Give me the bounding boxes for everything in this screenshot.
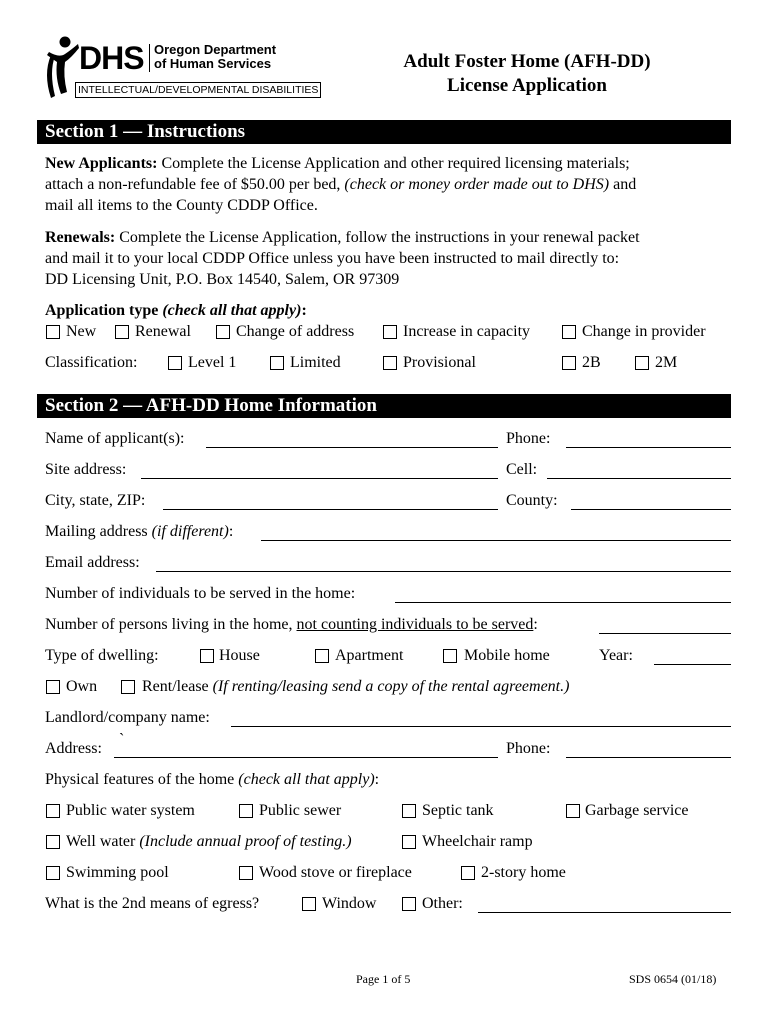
features-label xyxy=(45,771,379,789)
new-applicants-text1: Complete the License Application and other required licensing materials; xyxy=(157,155,630,172)
phone-label: Phone: xyxy=(506,430,551,447)
section1-heading: Section 1 — Instructions xyxy=(37,120,731,144)
label-window: Window xyxy=(322,895,377,912)
name-of-applicants-field[interactable] xyxy=(206,447,498,448)
dwelling-label: Type of dwelling: xyxy=(45,647,159,664)
new-applicants-line3: mail all items to the County CDDP Office. xyxy=(45,197,318,214)
label-septic-tank: Septic tank xyxy=(422,802,494,819)
city-state-zip-field[interactable] xyxy=(163,509,498,510)
checkbox-change-in-provider[interactable] xyxy=(562,325,576,339)
label-change-in-provider: Change in provider xyxy=(582,323,706,340)
new-applicants-text2c: and xyxy=(609,176,637,193)
renewals-label: Renewals: xyxy=(45,229,116,246)
label-renewal: Renewal xyxy=(135,323,191,340)
address-label: Address: xyxy=(45,740,102,757)
year-label: Year: xyxy=(599,647,633,664)
form-title-line1: Adult Foster Home (AFH-DD) xyxy=(403,51,651,72)
label-other: Other: xyxy=(422,895,463,912)
label-provisional: Provisional xyxy=(403,354,476,371)
checkbox-increase-in-capacity[interactable] xyxy=(383,325,397,339)
checkbox-wheelchair-ramp[interactable] xyxy=(402,835,416,849)
logo-banner-text: INTELLECTUAL/DEVELOPMENTAL DISABILITIES xyxy=(78,84,319,96)
classification-label: Classification: xyxy=(45,354,138,371)
mailing-address-field[interactable] xyxy=(261,540,731,541)
num-living-label xyxy=(45,616,538,634)
checkbox-2b[interactable] xyxy=(562,356,576,370)
logo-divider xyxy=(149,44,150,72)
checkbox-change-of-address[interactable] xyxy=(216,325,230,339)
checkbox-public-sewer[interactable] xyxy=(239,804,253,818)
num-served-label: Number of individuals to be served in the home: xyxy=(45,585,356,602)
page-number: Page 1 of 5 xyxy=(356,972,411,986)
label-new: New xyxy=(66,323,97,340)
name-of-applicants-label: Name of applicant(s): xyxy=(45,430,185,447)
dhs-logo xyxy=(45,36,325,102)
logo-dept-line2: of Human Services xyxy=(154,56,272,71)
form-title xyxy=(372,50,682,98)
form-title-line2: License Application xyxy=(447,75,607,96)
cell-label: Cell: xyxy=(506,461,538,478)
checkbox-2m[interactable] xyxy=(635,356,649,370)
num-served-field[interactable] xyxy=(395,602,731,603)
num-living-colon: : xyxy=(533,616,538,633)
year-field[interactable] xyxy=(654,664,731,665)
rent-label-text: Rent/lease xyxy=(142,678,213,695)
apptype-note: (check all that apply) xyxy=(162,302,302,319)
checkbox-renewal[interactable] xyxy=(115,325,129,339)
mailing-label-text: Mailing address xyxy=(45,523,152,540)
label-house: House xyxy=(219,647,260,664)
rent-note: (If renting/leasing send a copy of the rental agreement.) xyxy=(212,678,570,695)
checkbox-limited[interactable] xyxy=(270,356,284,370)
logo-dept-line1: Oregon Department xyxy=(154,42,277,57)
checkbox-garbage-service[interactable] xyxy=(566,804,580,818)
city-state-zip-label: City, state, ZIP: xyxy=(45,492,146,509)
landlord-phone-label: Phone: xyxy=(506,740,551,757)
address-field[interactable] xyxy=(114,757,498,758)
label-public-sewer: Public sewer xyxy=(259,802,342,819)
mailing-note: (if different) xyxy=(151,523,229,540)
features-label-text: Physical features of the home xyxy=(45,771,239,788)
section2-heading: Section 2 — AFH-DD Home Information xyxy=(37,394,731,418)
well-label-text: Well water xyxy=(66,833,140,850)
checkbox-apartment[interactable] xyxy=(315,649,329,663)
mailing-colon: : xyxy=(228,523,234,540)
email-address-field[interactable] xyxy=(156,571,731,572)
checkbox-2-story-home[interactable] xyxy=(461,866,475,880)
checkbox-mobile-home[interactable] xyxy=(443,649,457,663)
cell-field[interactable] xyxy=(547,478,731,479)
label-2-story-home: 2-story home xyxy=(481,864,566,881)
checkbox-swimming-pool[interactable] xyxy=(46,866,60,880)
new-applicants-line1 xyxy=(45,155,630,173)
label-well-water xyxy=(66,833,352,851)
landlord-label: Landlord/company name: xyxy=(45,709,210,726)
new-applicants-text2b: (check or money order made out to DHS) xyxy=(344,176,610,193)
new-applicants-text2a: attach a non-refundable fee of $50.00 per bed, xyxy=(45,176,345,193)
other-egress-field[interactable] xyxy=(478,912,731,913)
checkbox-public-water[interactable] xyxy=(46,804,60,818)
site-address-field[interactable] xyxy=(141,478,498,479)
checkbox-other[interactable] xyxy=(402,897,416,911)
site-address-label: Site address: xyxy=(45,461,127,478)
label-limited: Limited xyxy=(290,354,341,371)
county-field[interactable] xyxy=(571,509,731,510)
label-2b: 2B xyxy=(582,354,601,371)
label-wheelchair-ramp: Wheelchair ramp xyxy=(422,833,533,850)
label-own: Own xyxy=(66,678,98,695)
landlord-field[interactable] xyxy=(231,726,731,727)
checkbox-provisional[interactable] xyxy=(383,356,397,370)
apptype-colon: : xyxy=(301,302,307,319)
num-living-text-underlined: not counting individuals to be served xyxy=(296,616,534,633)
label-swimming-pool: Swimming pool xyxy=(66,864,169,881)
num-living-field[interactable] xyxy=(599,633,731,634)
application-type-label xyxy=(45,302,307,320)
checkbox-well-water[interactable] xyxy=(46,835,60,849)
checkbox-wood-stove[interactable] xyxy=(239,866,253,880)
checkbox-rent-lease[interactable] xyxy=(121,680,135,694)
address-stray-mark: ` xyxy=(119,731,125,748)
label-rent-lease xyxy=(142,678,569,696)
landlord-phone-field[interactable] xyxy=(566,757,731,758)
label-garbage-service: Garbage service xyxy=(585,802,689,819)
checkbox-new[interactable] xyxy=(46,325,60,339)
label-public-water: Public water system xyxy=(66,802,195,819)
label-increase-in-capacity: Increase in capacity xyxy=(403,323,531,340)
email-address-label: Email address: xyxy=(45,554,140,571)
new-applicants-label: New Applicants: xyxy=(45,155,158,172)
apptype-label-text: Application type xyxy=(45,302,163,319)
label-mobile-home: Mobile home xyxy=(464,647,550,664)
label-apartment: Apartment xyxy=(335,647,404,664)
checkbox-house[interactable] xyxy=(200,649,214,663)
checkbox-window[interactable] xyxy=(302,897,316,911)
logo-banner xyxy=(75,82,321,98)
logo-acronym: DHS xyxy=(79,40,144,76)
renewals-line3: DD Licensing Unit, P.O. Box 14540, Salem, OR 97309 xyxy=(45,271,400,288)
phone-field[interactable] xyxy=(566,447,731,448)
mailing-address-label xyxy=(45,523,233,541)
county-label: County: xyxy=(506,492,558,509)
label-wood-stove: Wood stove or fireplace xyxy=(259,864,412,881)
label-change-of-address: Change of address xyxy=(236,323,355,340)
renewals-line1 xyxy=(45,229,640,247)
label-level-1: Level 1 xyxy=(188,354,237,371)
features-colon: : xyxy=(374,771,380,788)
checkbox-septic-tank[interactable] xyxy=(402,804,416,818)
checkbox-level-1[interactable] xyxy=(168,356,182,370)
renewals-line2: and mail it to your local CDDP Office unless you have been instructed to mail directly to: xyxy=(45,250,620,267)
well-note: (Include annual proof of testing.) xyxy=(139,833,352,850)
form-id: SDS 0654 (01/18) xyxy=(629,972,717,986)
new-applicants-line2 xyxy=(45,176,636,194)
egress-label: What is the 2nd means of egress? xyxy=(45,895,260,912)
renewals-text1: Complete the License Application, follow the instructions in your renewal packet xyxy=(115,229,640,246)
checkbox-own[interactable] xyxy=(46,680,60,694)
label-2m: 2M xyxy=(655,354,678,371)
num-living-text-a: Number of persons living in the home, xyxy=(45,616,297,633)
features-note: (check all that apply) xyxy=(238,771,375,788)
